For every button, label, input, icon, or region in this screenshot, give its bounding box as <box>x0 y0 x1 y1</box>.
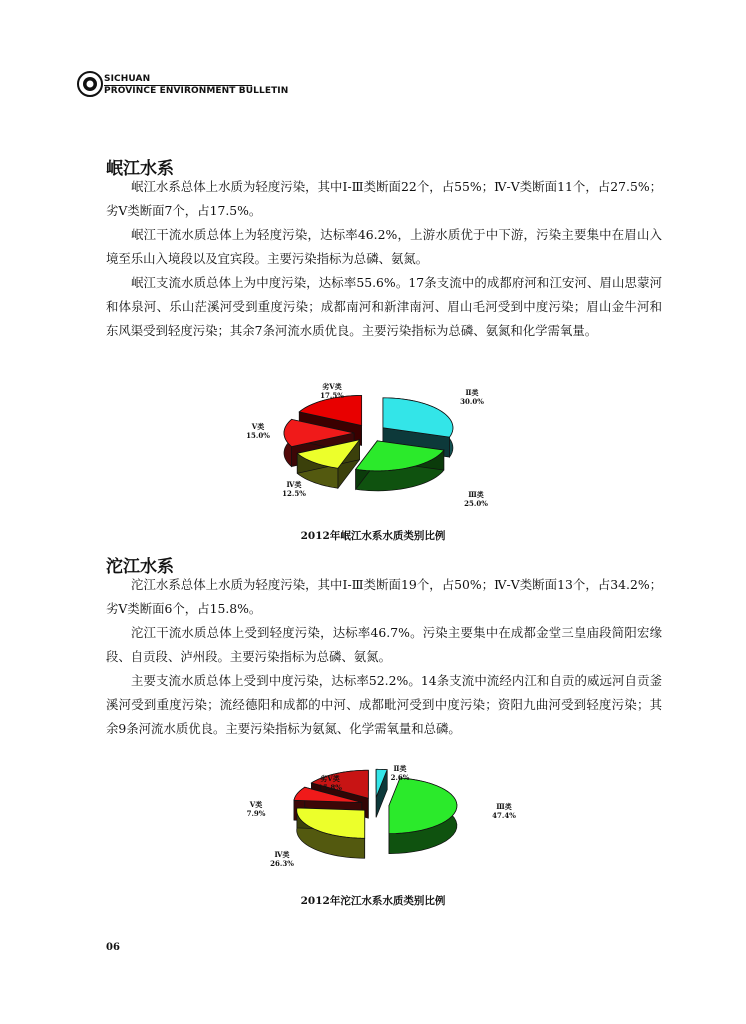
pie-value-label-0-3: 15.0% <box>246 431 270 440</box>
pie-value-label-1-2: 26.3% <box>270 859 294 868</box>
pie-value-label-1-1: 47.4% <box>492 811 516 820</box>
pie-value-label-1-3: 7.9% <box>246 809 266 818</box>
pie-value-label-0-0: 30.0% <box>460 397 484 406</box>
bulletin-brand <box>104 74 288 97</box>
pie-category-label-0-1: Ⅲ类 <box>468 490 484 499</box>
pie-category-label-1-1: Ⅲ类 <box>496 802 512 811</box>
pie-category-label-0-2: Ⅳ类 <box>286 480 302 489</box>
minjiang-chart-caption: 2012年岷江水系水质类别比例 <box>300 530 446 542</box>
brand-line-1: SICHUAN <box>104 74 151 84</box>
pie-category-label-1-2: Ⅳ类 <box>274 850 290 859</box>
minjiang-paragraph-1: 岷江水系总体上水质为轻度污染，其中Ⅰ-Ⅲ类断面22个，占55%；Ⅳ-Ⅴ类断面11个，占27.5%；劣Ⅴ类断面7个，占17.5%。 <box>106 179 662 218</box>
brand-rule <box>104 85 252 86</box>
pie-category-label-1-3: Ⅴ类 <box>249 800 263 809</box>
minjiang-heading: 岷江水系 <box>106 159 174 179</box>
tuojiang-pie-chart <box>230 757 520 887</box>
pie-value-label-1-4: 15.8% <box>318 783 342 792</box>
minjiang-paragraph-2: 岷江干流水质总体上为轻度污染，达标率46.2%，上游水质优于中下游，污染主要集中在眉山入境至乐山入境段以及宜宾段。主要污染指标为总磷、氨氮。 <box>106 227 662 266</box>
pie-category-label-1-4: 劣Ⅴ类 <box>320 774 340 783</box>
pie-value-label-0-4: 17.5% <box>320 391 344 400</box>
pie-category-label-0-0: Ⅱ类 <box>465 388 479 397</box>
tuojiang-chart-caption: 2012年沱江水系水质类别比例 <box>300 895 446 907</box>
pie-category-label-0-3: Ⅴ类 <box>251 422 265 431</box>
tuojiang-heading: 沱江水系 <box>106 557 174 577</box>
minjiang-paragraph-3: 岷江支流水质总体上为中度污染，达标率55.6%。17条支流中的成都府河和江安河、眉山思蒙河和体泉河、乐山茫溪河受到重度污染；成都南河和新津南河、眉山毛河受到中度污染；眉山金牛河和东风渠受到轻度污染；其余7条河流水质优良。主要污染指标为总磷、氨氮和化学需氧量。 <box>106 275 662 338</box>
pie-category-label-1-0: Ⅱ类 <box>393 764 407 773</box>
brand-line-2: PROVINCE ENVIRONMENT BULLETIN <box>104 86 289 96</box>
page-number: 06 <box>106 942 120 953</box>
tuojiang-paragraph-1: 沱江水系总体上水质为轻度污染，其中Ⅰ-Ⅲ类断面19个，占50%；Ⅳ-Ⅴ类断面13个，占34.2%；劣Ⅴ类断面6个，占15.8%。 <box>106 577 662 616</box>
minjiang-pie-chart <box>230 375 520 515</box>
pie-value-label-0-1: 25.0% <box>464 499 488 508</box>
tuojiang-paragraph-3: 主要支流水质总体上受到中度污染，达标率52.2%。14条支流中流经内江和自贡的威远河自贡釜溪河受到重度污染；流经德阳和成都的中河、成都毗河受到中度污染；资阳九曲河受到轻度污染；其余9条河流水质优良。主要污染指标为氨氮、化学需氧量和总磷。 <box>106 673 662 736</box>
pie-value-label-0-2: 12.5% <box>282 489 306 498</box>
tuojiang-paragraph-2: 沱江干流水质总体上受到轻度污染，达标率46.7%。污染主要集中在成都金堂三皇庙段简阳宏缘段、自贡段、泸州段。主要污染指标为总磷、氨氮。 <box>106 625 662 664</box>
pie-category-label-0-4: 劣Ⅴ类 <box>322 382 342 391</box>
pie-value-label-1-0: 2.6% <box>390 773 410 782</box>
